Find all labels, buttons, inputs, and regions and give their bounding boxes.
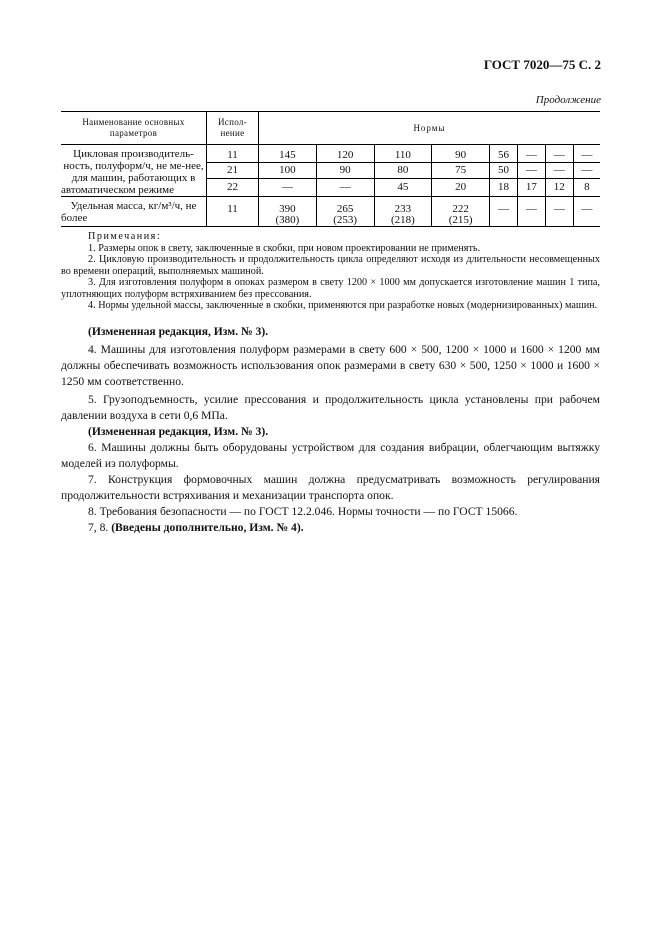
note-item: 4. Нормы удельной массы, заключенные в скобки, применяются при разработке новых (модернизированных) машин. xyxy=(88,300,598,311)
header-norms: Нормы xyxy=(259,112,601,145)
cell-value: — xyxy=(573,145,600,163)
cell-version: 21 xyxy=(207,163,259,179)
cell-value: 12 xyxy=(545,178,573,196)
cell-value: 50 xyxy=(490,163,518,179)
cell-value: 145 xyxy=(259,145,317,163)
paragraph: 8. Требования безопасности — по ГОСТ 12.2.046. Нормы точности — по ГОСТ 15066. xyxy=(88,505,518,518)
cell-value: — xyxy=(545,145,573,163)
cell-value: 265 (253) xyxy=(316,200,374,227)
cell-value: — xyxy=(545,200,573,227)
cell-value: 90 xyxy=(432,145,490,163)
cell-value: 222 (215) xyxy=(432,200,490,227)
cell-value: 233 (218) xyxy=(374,200,432,227)
cell-value: — xyxy=(259,178,317,196)
header-parameter-name: Наименование основных параметров xyxy=(61,112,207,145)
paragraph: 7. Конструкция формовочных машин должна предусматривать возможность регулирования продолжительности встряхивания и механизации транспорта опок. xyxy=(61,473,600,502)
amendment-note: (Измененная редакция, Изм. № 3). xyxy=(88,325,269,338)
cell-value: — xyxy=(517,145,545,163)
cell-value: — xyxy=(545,163,573,179)
cell-version: 22 xyxy=(207,178,259,196)
note-item: 1. Размеры опок в свету, заключенные в скобки, при новом проектировании не применять. xyxy=(88,242,481,254)
cell-value: 120 xyxy=(316,145,374,163)
cell-value: 45 xyxy=(374,178,432,196)
notes-heading: Примечания: xyxy=(88,231,162,242)
paragraph: 5. Грузоподъемность, усилие прессования и продолжительность цикла установлены при рабочем давлении воздуха в сети 0,6 МПа. xyxy=(61,393,600,422)
note-item: 2. Цикловую производительность и продолжительность цикла определяют исходя из длительности несовмещенных во времени операций, выполняемых машиной. xyxy=(61,254,600,277)
cell-value: — xyxy=(316,178,374,196)
continuation-label: Продолжение xyxy=(535,94,601,106)
cell-value: 110 xyxy=(374,145,432,163)
cell-value: 8 xyxy=(573,178,600,196)
table-row xyxy=(61,145,600,163)
header-version: Испол-нение xyxy=(207,112,259,145)
table-notes xyxy=(61,231,600,312)
table-header-row xyxy=(61,112,600,145)
cell-version: 11 xyxy=(207,145,259,163)
note-item: 3. Для изготовления полуформ в опоках размером в свету 1200 × 1000 мм допускается изготовление машин 1 типа, уплотняющих полуформ встряхиванием без прессования. xyxy=(61,277,600,300)
parameters-table xyxy=(61,111,600,227)
cell-value: 80 xyxy=(374,163,432,179)
paragraph: 6. Машины должны быть оборудованы устройством для создания вибрации, облегчающим вытяжку моделей из полуформы. xyxy=(61,441,600,470)
row-name-mass: Удельная масса, кг/м³/ч, не более xyxy=(61,200,207,227)
row-name-productivity: Цикловая производитель-ность, полуформ/ч, не ме-нее, для машин, работающих в автоматическом режиме xyxy=(61,148,204,196)
amendment-note: (Измененная редакция, Изм. № 3). xyxy=(88,425,269,438)
cell-value: 56 xyxy=(490,145,518,163)
page-header: ГОСТ 7020—75 С. 2 xyxy=(483,57,601,72)
paragraph: 4. Машины для изготовления полуформ размерами в свету 600 × 500, 1200 × 1000 и 1600 × 1200 мм должны обеспечивать возможность использования опок размерами в свету 630 × 500, 1250 × 1000 и 1600 × 1250 мм соответственно. xyxy=(61,343,600,388)
cell-value: 100 xyxy=(259,163,317,179)
table-row xyxy=(61,200,600,227)
amendment-note: 7, 8. (Введены дополнительно, Изм. № 4). xyxy=(88,521,304,534)
cell-value: 20 xyxy=(432,178,490,196)
cell-value: 17 xyxy=(517,178,545,196)
cell-value: — xyxy=(517,200,545,227)
cell-value: — xyxy=(573,200,600,227)
cell-value: — xyxy=(573,163,600,179)
cell-value: 90 xyxy=(316,163,374,179)
cell-value: 390 (380) xyxy=(259,200,317,227)
cell-value: — xyxy=(517,163,545,179)
cell-version: 11 xyxy=(207,200,259,227)
cell-value: 18 xyxy=(490,178,518,196)
cell-value: 75 xyxy=(432,163,490,179)
document-body xyxy=(61,324,600,536)
cell-value: — xyxy=(490,200,518,227)
